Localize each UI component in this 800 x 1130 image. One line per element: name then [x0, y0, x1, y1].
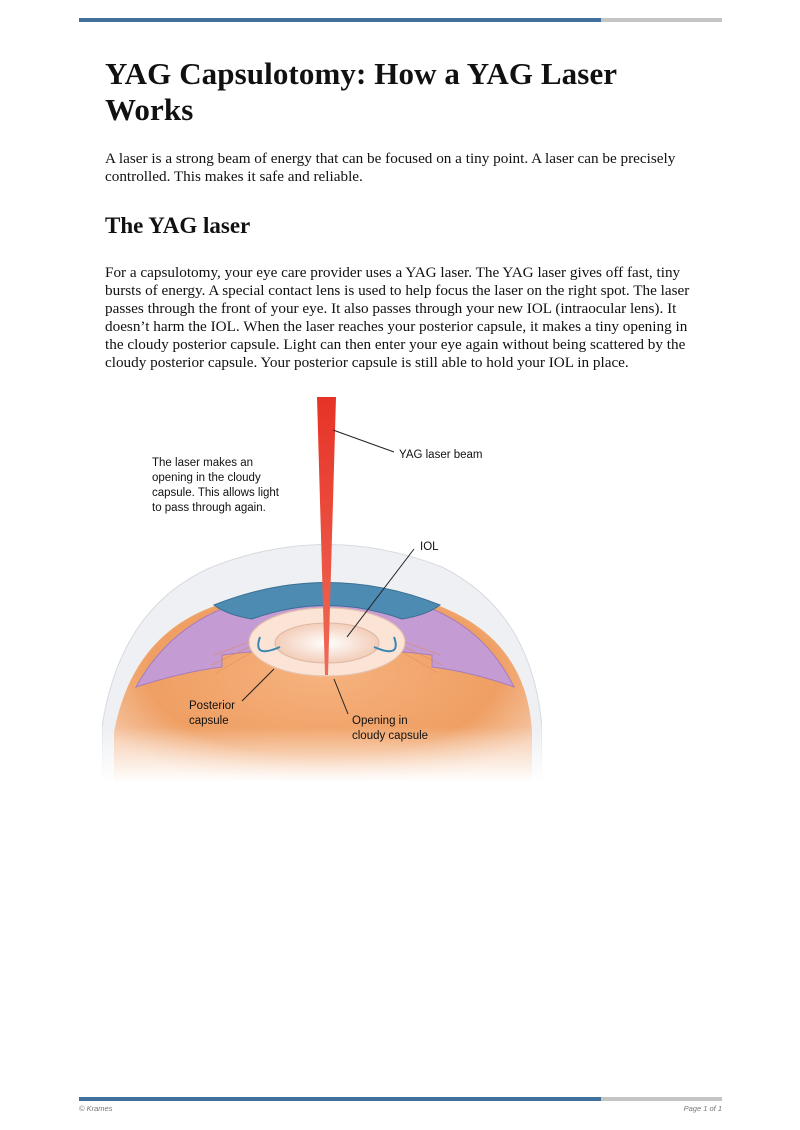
section-paragraph: For a capsulotomy, your eye care provider uses a YAG laser. The YAG laser gives off fast, tiny bursts of energy. A special contact lens is used to help focus the laser on the right spot. The laser passes through the front of your eye. It also passes through your new IOL (intraocular lens). It doesn’t harm the IOL. When the laser reaches your posterior capsule, it makes a tiny opening in the cloudy posterior capsule. Light can then enter your eye again without being scattered by the cloudy posterior capsule. Your posterior capsule is still able to hold your IOL in place. [105, 264, 690, 371]
beam-label: YAG laser beam [399, 449, 483, 461]
header-rule [79, 18, 722, 22]
eye-diagram [102, 397, 542, 782]
footer-page-number: Page 1 of 1 [683, 1104, 722, 1113]
footer-rule-blue [79, 1097, 601, 1101]
section-heading: The YAG laser [105, 213, 251, 238]
document-body [105, 56, 705, 372]
opening-label-line-1: Opening in [352, 715, 408, 727]
beam-leader-line [333, 430, 394, 452]
caption-line-3: capsule. This allows light [152, 487, 279, 499]
header-rule-grey [601, 18, 722, 22]
figure-fade [102, 727, 542, 782]
caption-line-1: The laser makes an [152, 457, 253, 469]
eye-illustration [102, 397, 542, 782]
posterior-label-line-1: Posterior [189, 700, 236, 712]
header-rule-blue [79, 18, 601, 22]
posterior-label-line-2: capsule [189, 715, 229, 727]
footer-copyright: © Krames [79, 1104, 113, 1113]
caption-line-4: to pass through again. [152, 502, 266, 514]
footer-rule-grey [601, 1097, 722, 1101]
page-title: YAG Capsulotomy: How a YAG Laser Works [105, 56, 617, 127]
caption-line-2: opening in the cloudy [152, 472, 261, 484]
footer-rule [79, 1097, 722, 1101]
intro-paragraph: A laser is a strong beam of energy that can be focused on a tiny point. A laser can be precisely controlled. This makes it safe and reliable. [105, 150, 676, 185]
iol-label: IOL [420, 541, 439, 553]
opening-label-line-2: cloudy capsule [352, 730, 429, 742]
